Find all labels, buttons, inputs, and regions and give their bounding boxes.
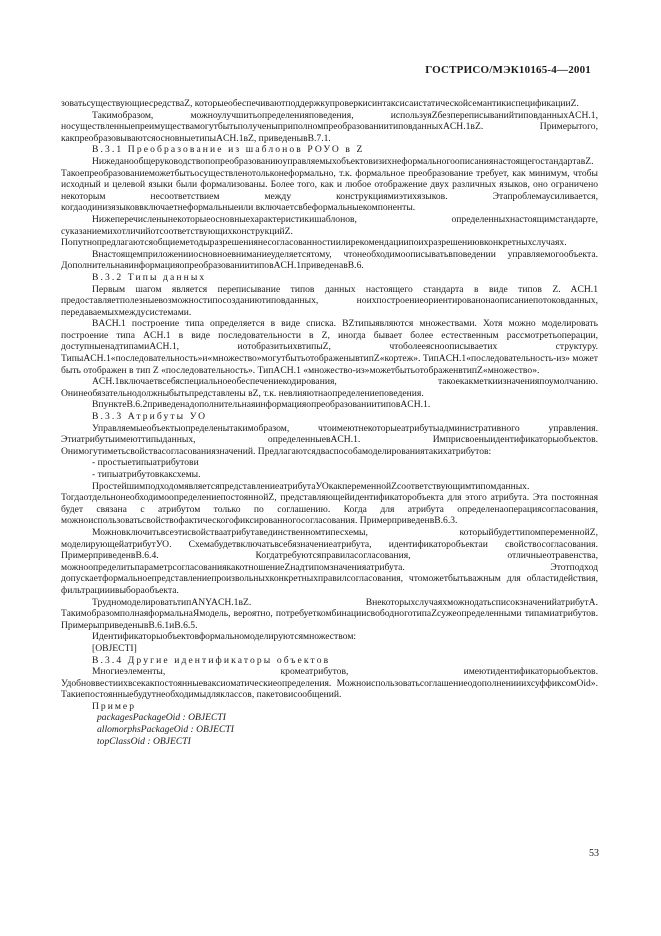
list-item: - простыетипыатрибутови — [92, 457, 199, 469]
paragraph: Управляемыеобъектыопределенытакимобразом, чтоимеютнекоторыеатрибутыадминистративного управления. Этиатрибутыимеюттипыданных, определенныевACH.1. Имприсвоеныидентификаторыобъектов. Онимогутиметьсвойствасогласованиязначений. Предлагаютсядваспособамоделированиятакихатрибутов: — [61, 422, 598, 457]
example-label: Пример — [92, 700, 136, 712]
paragraph: Идентификаторыобъектовформальномоделируютсямножеством: — [92, 631, 357, 643]
example-line: packagesPackageOid : OBJECTI — [97, 712, 226, 724]
paragraph: НижеданообщеруководствопопреобразованиюуправляемыхобъектовизихнеформальногоописаниянастоящегостандартавZ. Такоепреобразованиеможетбытьосуществленотольконеформально, т.к. формальное преобразование требует, как минимум, чтобы исходный и целевой языки были формализованы. Более того, как и любое отображение двух различных языков, оно ограничено некоторым несоответствием между конструкциямиэтихязыков. Этапроблемаусиливается, когдаодинизязыковвключаетнеформальныеили включаетсвбеформальныекомпоненты. — [61, 155, 598, 214]
paragraph: ПростейшимподходомявляетсяпредставлениеатрибутаУОкакпеременнойZсоответствующимтипомданных. ТогдаотдельнонеобходимоопределениепостояннойZ, представляющейидентификаторобъекта для этого атрибута. Эта постоянная будет связана с атрибутом только по соглашению. Когда для атрибута определенаоперациясогласования, можноиспользоватьсвойствофактическогофиксированногосогласования. ПримерприведенвВ.6.3. — [61, 480, 598, 527]
section-heading: В.3.2 Типы данных — [92, 271, 207, 283]
paragraph: Внастоящемприложенииосновноевниманиеуделяетсятому, чтонеобходимоописыватьвповедении управляемогообъекта. ДополнительнаяинформацияопреобразованиитиповACH.1приведенавВ.6. — [61, 248, 598, 272]
example-line: allomorphsPackageOid : OBJECTI — [97, 724, 234, 736]
paragraph: ВACH.1 построение типа определяется в виде списка. ВZтипыявляются множествами. Хотя можно моделировать построение типа ACH.1 в виде последовательности в Z, иногда бывает более естественным рассмотретьоперации, доступныенадтипамиACH.1, иотобразитьихвтипыZ, чтоболееясноописываетих структуру. ТипыACH.1«последовательность»и«множество»могутбытьотображенывтипZ«кортеж». ТипACH.1«последовательность-из» может быть отображен в тип Z «последовательность». ТипACH.1 «множество-из»можетбытьотображенвтипZ«множество». — [61, 318, 598, 376]
paragraph: ACH.1включаетвсебяспециальноеобеспечениекодирования, такоекакметкиизначенияпоумолчанию. Онинеобязательнодолжныбытьпредставлены вZ, т.к. невлияютнаопределениеповедения. — [61, 376, 598, 399]
section-heading: В.3.1 Преобразование из шаблонов РОУО в Z — [92, 144, 365, 156]
paragraph: Первым шагом является переписывание типов данных настоящего стандарта в виде типов Z. ACH.1 предоставляетполезныевозможностипосозданиютиповданных, ноихпостроениеориентированонаописаниепотоковданных, передаваемыхмеждусистемами. — [61, 283, 598, 318]
paragraph: Можновключитьвсеэтисвойстваатрибутавединственномтипесхемы, которыйбудеттипомпеременнойZ, моделирующейатрибутУО. Схемабудетвключатьвсебязначениеатрибута, идентификаторобъектаи свойствосогласования. ПримерприведенвВ.6.4. Когдатребуютсяправиласогласования, отличныеотравенства, можноопределитьпараметрсогласованиякакотношениеZнадтипомзначенияатрибута. Этотподход допускаетформальноепредставлениепроизвольныхконкретныхправилсогласования, чтоможетбытьважным для областидействия, фильтрацииивыбораобъекта. — [61, 526, 598, 596]
paragraph: ВпунктеВ.6.2приведенадополнительнаяинформацияопреобразованиитиповACH.1. — [92, 399, 431, 411]
section-heading: В.3.3 Атрибуты УО — [92, 411, 208, 423]
document-header: ГОСТРИСО/МЭК10165-4—2001 — [425, 64, 591, 76]
paragraph: ТрудномоделироватьтипANYACH.1вZ. ВнекоторыхслучаяхможнодатьсписокзначенийатрибутA. ТакимобразомполнаяформальнаЯмодель, вероятно, потребуеткомбинациисвободноготипаZсужеопределенными типамиатрибутов. ПримерыприведенывВ.6.1иВ.6.5. — [61, 596, 598, 631]
code-line: [OBJECTI] — [92, 642, 137, 654]
example-line: topClassOid : OBJECTI — [97, 735, 191, 747]
paragraph: Такимобразом, можноулучшитьопределенияповедения, используяZбезпереписыванийтиповданныхACH.1, носуществленныепреимуществамогутбытьполученыприполномпреобразованиитиповданныхACH.1вZ. Примерытого, какпреобразовываютсяосновныетипыACH.1вZ, приведенывВ.7.1. — [61, 109, 598, 144]
section-heading: В.3.4 Другие идентификаторы объектов — [92, 654, 331, 666]
page-body — [61, 98, 598, 747]
list-item: - типыатрибутовкаксхемы. — [92, 469, 201, 480]
paragraph: Нижеперечисленынекоторыеосновныехарактеристикишаблонов, определенныхнастоящимстандарте, суказаниемихотличийотсоответствующихконструкцийZ. Попутнопредлагаютсяобщиеметодыразрешениянесогласованностиилирекомендациипоихразрешениювконкретныхслучаях. — [61, 213, 598, 249]
paragraph: Многиеэлементы, кромеатрибутов, имеютидентификаторыобъектов. Удобноввестиихвсекакпостоянныевaксиоматическиеопределения. МожноиспользоватьсоглашениеодополненииихсуффиксомОid». Такиепостоянныебудутнеобходимыдляклассов, пакетовисообщений. — [61, 666, 598, 701]
page-number: 53 — [589, 848, 599, 859]
paragraph: зоватьсуществующиесредстваZ, которыеобеспечиваютподдержкупроверкисинтаксисаистатическойсемантикиспецификацииZ. — [61, 98, 579, 109]
